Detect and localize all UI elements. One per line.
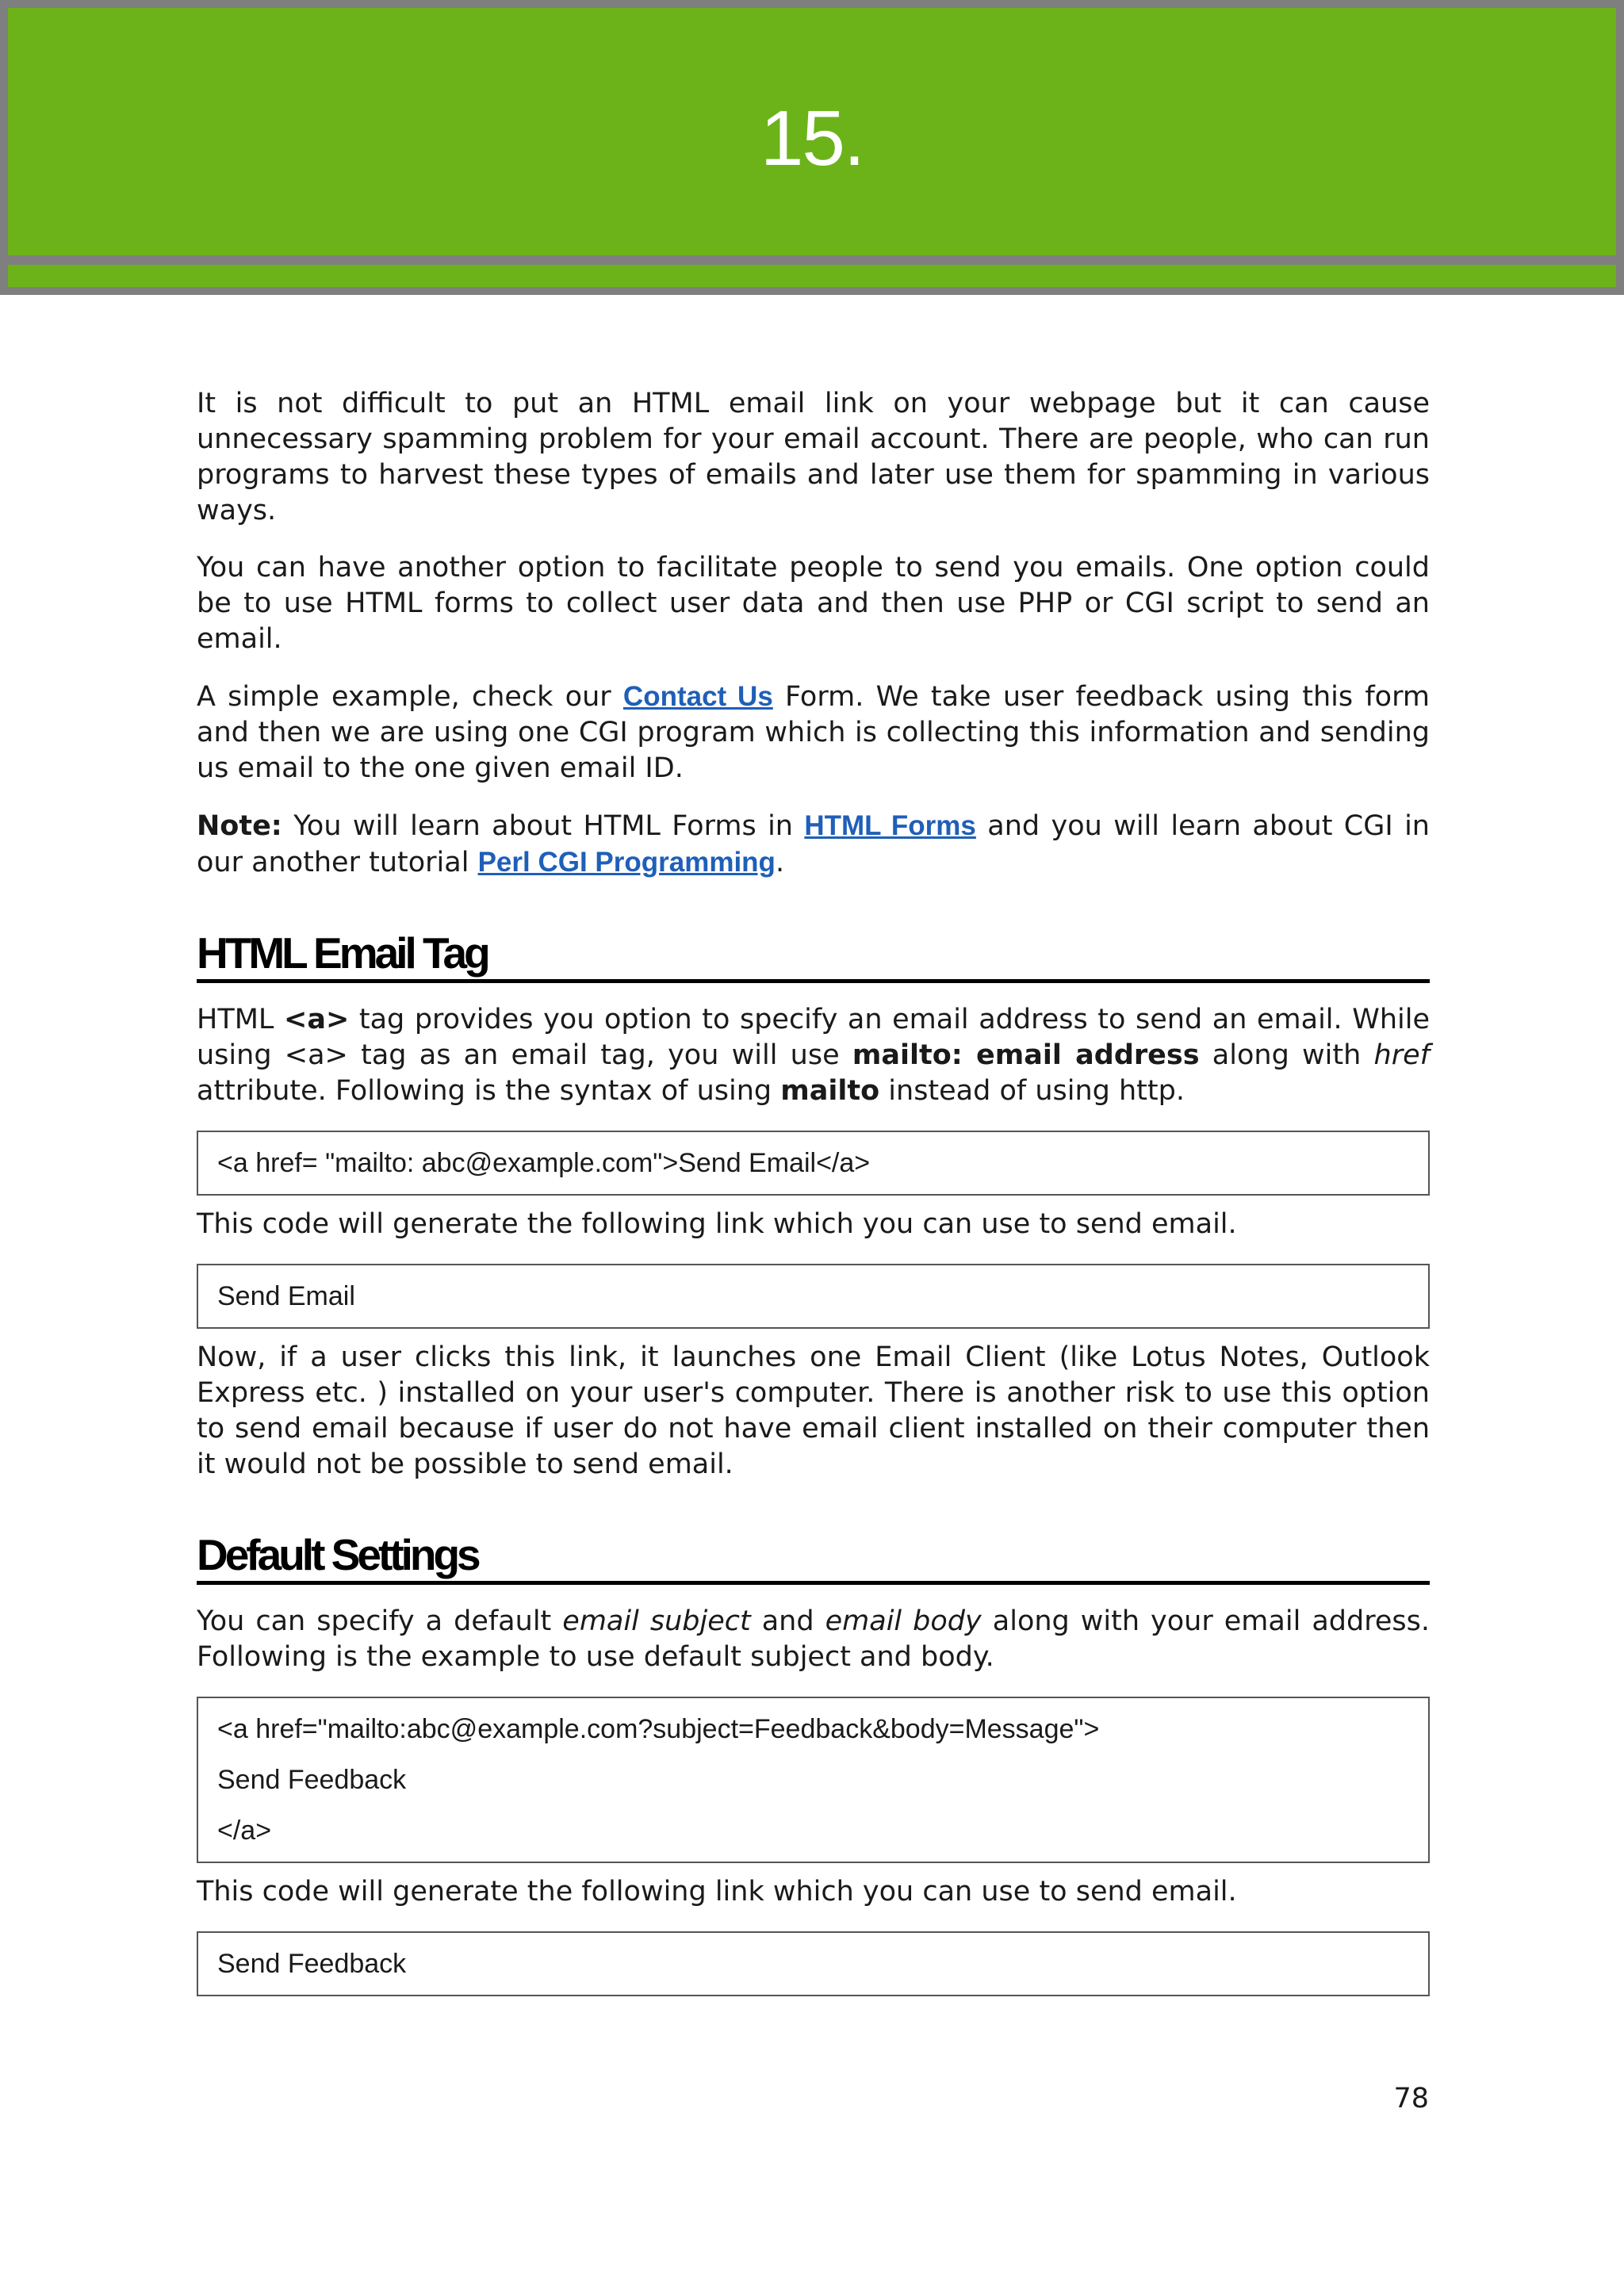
code-line: <a href= "mailto: abc@example.com">Send Email</a> xyxy=(217,1148,871,1178)
italic-text: email subject xyxy=(562,1605,751,1637)
email-tag-paragraph xyxy=(197,1002,1430,1109)
section-heading-email-tag: HTML Email Tag xyxy=(197,928,1430,983)
intro-paragraph-3 xyxy=(197,679,1430,786)
page-content xyxy=(197,386,1430,2007)
text: along with your email address. Following is the example to use default subject and body. xyxy=(197,1605,1430,1673)
result-caption: This code will generate the following link which you can use to send email. xyxy=(197,1208,1237,1240)
result-caption: This code will generate the following link which you can use to send email. xyxy=(197,1876,1237,1908)
code-example-default-settings xyxy=(197,1697,1430,1863)
code-line: <a href="mailto:abc@example.com?subject=Feedback&body=Message"> xyxy=(217,1714,1100,1744)
intro-paragraph-2: You can have another option to facilitate people to send you emails. One option could be to use HTML forms to collect user data and then use PHP or CGI script to send an email. xyxy=(197,552,1430,655)
contact-us-link[interactable]: Contact Us xyxy=(622,681,773,712)
text: You can specify a default xyxy=(197,1605,552,1637)
code-line: Send Feedback xyxy=(217,1765,407,1795)
code-line: </a> xyxy=(217,1816,272,1846)
text: HTML xyxy=(197,1004,274,1035)
default-settings-paragraph xyxy=(197,1604,1430,1675)
html-forms-link[interactable]: HTML Forms xyxy=(804,810,976,841)
italic-text: email body xyxy=(825,1605,982,1637)
text: instead of using http. xyxy=(888,1075,1185,1107)
result-box-send-email xyxy=(197,1264,1430,1329)
text: attribute. Following is the syntax of using xyxy=(197,1075,772,1107)
send-feedback-link[interactable]: Send Feedback xyxy=(217,1949,407,1979)
intro-text: A simple example, check our xyxy=(197,681,611,713)
chapter-number: 15. xyxy=(760,94,864,182)
code-example-mailto xyxy=(197,1131,1430,1196)
intro-text: Form. We take user feedback using this form and then we are using one CGI program which is collecting this information and sending us email to the one given email ID. xyxy=(197,681,1430,784)
text: tag provides you option to specify an email address to send an email. While using <a> tag as an email tag, you will use xyxy=(197,1004,1430,1071)
text: and xyxy=(761,1605,814,1637)
bold-text: mailto: email address xyxy=(852,1039,1200,1071)
chapter-banner xyxy=(0,0,1624,295)
note-label: Note: xyxy=(197,810,282,842)
page-number: 78 xyxy=(1393,2083,1429,2114)
bold-text: mailto xyxy=(780,1075,880,1107)
intro-paragraph-1: It is not difficult to put an HTML email link on your webpage but it can cause unnecessary spamming problem for your email account. There are people, who can run programs to harvest these types of emails and later use them for spamming in various ways. xyxy=(197,388,1430,526)
bold-text: <a> xyxy=(284,1004,350,1035)
note-text: You will learn about HTML Forms in xyxy=(293,810,793,842)
section-heading-default-settings: Default Settings xyxy=(197,1530,1430,1585)
perl-cgi-link[interactable]: Perl CGI Programming xyxy=(477,847,776,878)
note-end: . xyxy=(775,847,785,878)
italic-text: href xyxy=(1373,1039,1430,1071)
send-email-link[interactable]: Send Email xyxy=(217,1281,355,1311)
note-text: and you will learn about CGI in our another tutorial xyxy=(197,810,1430,878)
email-client-paragraph: Now, if a user clicks this link, it launches one Email Client (like Lotus Notes, Outlook Express etc. ) installed on your user's computer. There is another risk to use this option to send email because if user do not have email client installed on their computer then it would not be possible to send email. xyxy=(197,1341,1430,1480)
note-paragraph xyxy=(197,808,1430,881)
result-box-send-feedback xyxy=(197,1931,1430,1996)
text: along with xyxy=(1212,1039,1362,1071)
banner-stripe xyxy=(8,255,1616,265)
